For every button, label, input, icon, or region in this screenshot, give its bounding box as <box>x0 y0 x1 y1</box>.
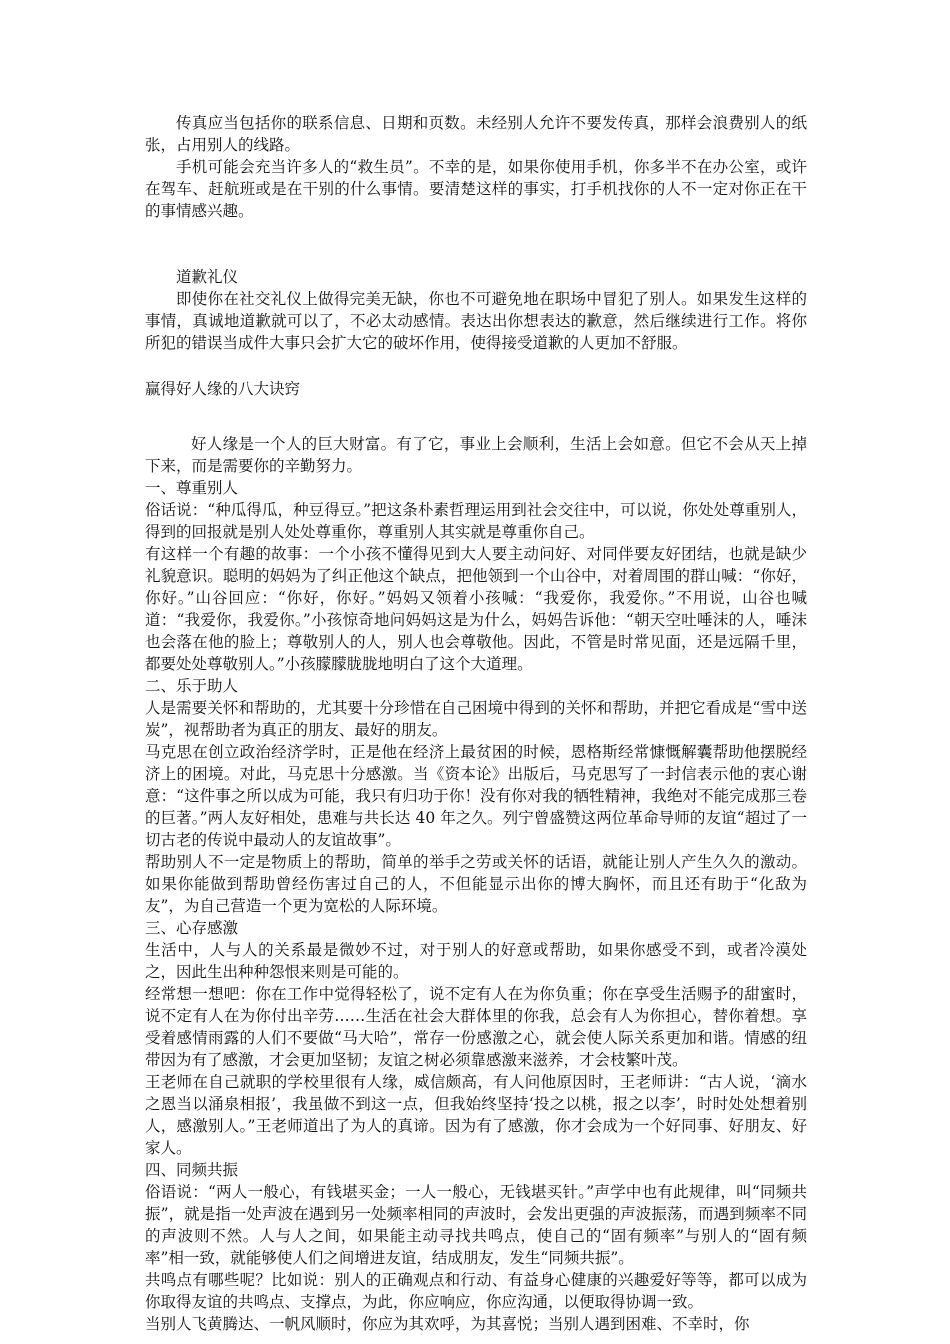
paragraph-intro: 好人缘是一个人的巨大财富。有了它，事业上会顺利，生活上会如意。但它不会从天上掉下来，而是需要你的辛勤努力。 <box>145 435 807 475</box>
paragraph-fax: 传真应当包括你的联系信息、日期和页数。未经别人允许不要发传真，那样会浪费别人的纸张，占用别人的线路。 <box>145 114 807 154</box>
section-heading-gratitude: 三、心存感激 <box>145 919 239 937</box>
paragraph-gratitude-2: 经常想一想吧：你在工作中觉得轻松了，说不定有人在为你负重；你在享受生活赐予的甜蜜时，说不定有人在为你付出辛劳……生活在社会大群体里的你我，总会有人为你担心，替你着想。享受着感情雨露的人们不要做“马大哈”，常存一份感激之心，就会使人际关系更加和谐。情感的纽带因为有了感激，才会更加坚韧；友谊之树必须靠感激来滋养，才会枝繁叶茂。 <box>145 985 807 1069</box>
paragraph-resonance-1: 俗语说：“两人一般心，有钱堪买金；一人一般心，无钱堪买针。”声学中也有此规律，叫“同频共振”，就是指一处声波在遇到另一处频率相同的声波时，会发出更强的声波振荡，而遇到频率不同的声波则不然。人与人之间，如果能主动寻找共鸣点，使自己的“固有频率”与别人的“固有频率”相一致，就能够使人们之间增进友谊，结成朋友，发生“同频共振”。 <box>145 1183 807 1267</box>
paragraph-help-3: 帮助别人不一定是物质上的帮助，简单的举手之劳或关怀的话语，就能让别人产生久久的激动。如果你能做到帮助曾经伤害过自己的人，不但能显示出你的博大胸怀，而且还有助于“化敌为友”，为自己营造一个更为宽松的人际环境。 <box>145 853 807 915</box>
paragraph-gratitude-1: 生活中，人与人的关系最是微妙不过，对于别人的好意或帮助，如果你感受不到，或者冷漠处之，因此生出种种怨恨来则是可能的。 <box>145 941 807 981</box>
paragraph-gratitude-3: 王老师在自己就职的学校里很有人缘，威信颇高，有人问他原因时，王老师讲：“古人说，‘滴水之恩当以涌泉相报’，我虽做不到这一点，但我始终坚持‘投之以桃，报之以李’，时时处处想着别人，感激别人。”王老师道出了为人的真谛。因为有了感激，你才会成为一个好同事、好朋友、好家人。 <box>145 1073 807 1157</box>
paragraph-mobile: 手机可能会充当许多人的“救生员”。不幸的是，如果你使用手机，你多半不在办公室，或许在驾车、赶航班或是在干别的什么事情。要清楚这样的事实，打手机找你的人不一定对你正在干的事情感兴趣。 <box>145 158 807 220</box>
paragraph-resonance-2: 共鸣点有哪些呢？比如说：别人的正确观点和行动、有益身心健康的兴趣爱好等等，都可以成为你取得友谊的共鸣点、支撑点，为此，你应响应，你应沟通，以便取得协调一致。 <box>145 1271 807 1311</box>
section-heading-help: 二、乐于助人 <box>145 677 239 695</box>
section-heading-resonance: 四、同频共振 <box>145 1161 239 1179</box>
paragraph-help-1: 人是需要关怀和帮助的，尤其要十分珍惜在自己困境中得到的关怀和帮助，并把它看成是“雪中送炭”，视帮助者为真正的朋友、最好的朋友。 <box>145 699 807 739</box>
paragraph-apology: 即使你在社交礼仪上做得完美无缺，你也不可避免地在职场中冒犯了别人。如果发生这样的事情，真诚地道歉就可以了，不必太动感情。表达出你想表达的歉意，然后继续进行工作。将你所犯的错误当成件大事只会扩大它的破坏作用，使得接受道歉的人更加不舒服。 <box>145 290 807 352</box>
section-heading-apology: 道歉礼仪 <box>176 268 239 286</box>
paragraph-respect-2: 有这样一个有趣的故事：一个小孩不懂得见到大人要主动问好、对同伴要友好团结，也就是缺少礼貌意识。聪明的妈妈为了纠正他这个缺点，把他领到一个山谷中，对着周围的群山喊：“你好，你好。”山谷回应：“你好，你好。”妈妈又领着小孩喊：“我爱你，我爱你。”不用说，山谷也喊道：“我爱你，我爱你。”小孩惊奇地问妈妈这是为什么，妈妈告诉他：“朝天空吐唾沫的人，唾沫也会落在他的脸上；尊敬别人的人，别人也会尊敬他。因此，不管是时常见面，还是远隔千里，都要处处尊敬别人。”小孩朦朦胧胧地明白了这个大道理。 <box>145 545 807 673</box>
paragraph-help-2: 马克思在创立政治经济学时，正是他在经济上最贫困的时候，恩格斯经常慷慨解囊帮助他摆脱经济上的困境。对此，马克思十分感激。当《资本论》出版后，马克思写了一封信表示他的衷心谢意：“这件事之所以成为可能，我只有归功于你！没有你对我的牺牲精神，我绝对不能完成那三卷的巨著。”两人友好相处，患难与共长达 40 年之久。列宁曾盛赞这两位革命导师的友谊“超过了一切古老的传说中最动人的友谊故事”。 <box>145 743 807 849</box>
article-title: 赢得好人缘的八大诀窍 <box>145 380 301 398</box>
paragraph-resonance-3: 当别人飞黄腾达、一帆风顺时，你应为其欢呼，为其喜悦；当别人遇到困难、不幸时，你 <box>145 1315 750 1333</box>
section-heading-respect: 一、尊重别人 <box>145 479 239 497</box>
document-page <box>145 112 807 1335</box>
paragraph-respect-1: 俗话说：“种瓜得瓜，种豆得豆。”把这条朴素哲理运用到社会交往中，可以说，你处处尊重别人，得到的回报就是别人处处尊重你，尊重别人其实就是尊重你自己。 <box>145 501 807 541</box>
